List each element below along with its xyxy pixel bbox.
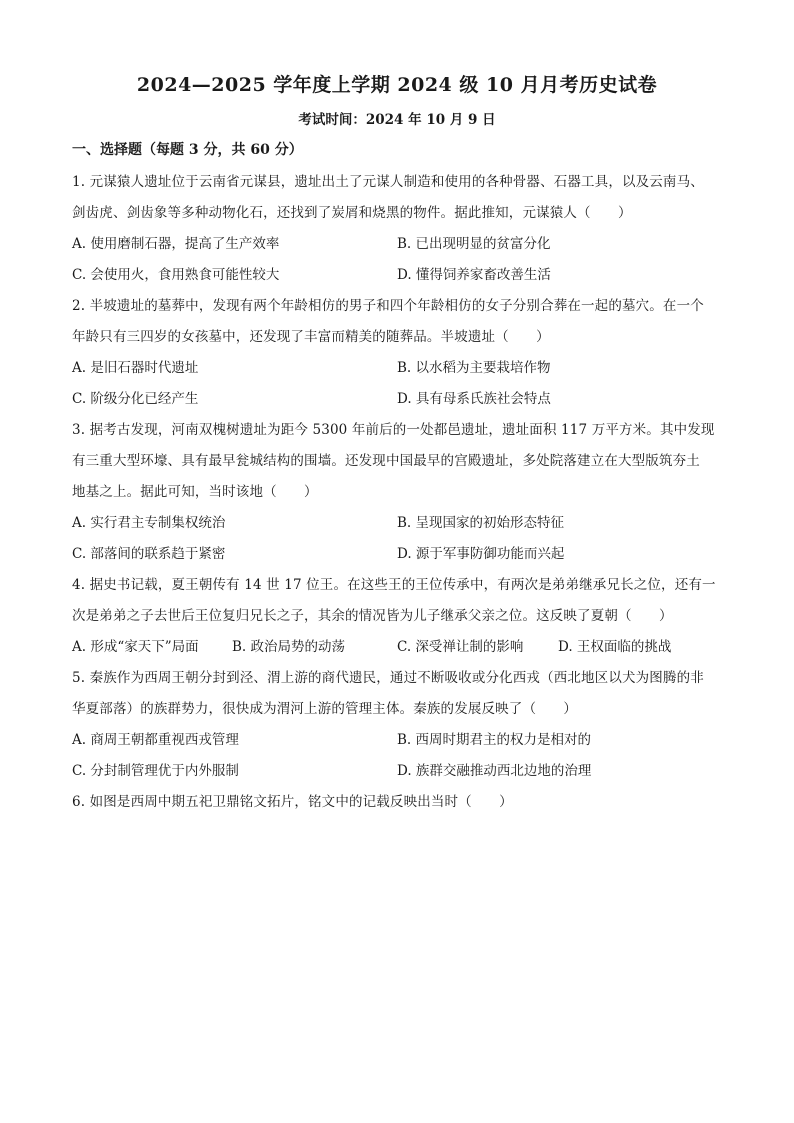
section-heading: 一、选择题（每题 3 分，共 60 分） [72,142,303,158]
option-b: B. 呈现国家的初始形态特征 [397,515,565,531]
question-stem-line: 有三重大型环壕、具有最早瓮城结构的围墙。还发现中国最早的宫殿遗址，多处院落建立在大型版筑夯土 [72,453,700,469]
option-d: D. 具有母系氏族社会特点 [397,391,551,407]
option-row [72,756,724,787]
option-row [72,632,724,663]
question-list [72,167,724,818]
question-2 [72,291,724,415]
option-a: A. 实行君主专制集权统治 [72,515,226,531]
option-b: B. 已出现明显的贫富分化 [397,236,551,252]
option-c: C. 阶级分化已经产生 [72,391,199,407]
option-row [72,384,724,415]
option-a: A. 使用磨制石器，提高了生产效率 [72,236,280,252]
question-stem-line: 6. 如图是西周中期五祀卫鼎铭文拓片，铭文中的记载反映出当时（ ） [72,794,513,810]
question-stem-line: 1. 元谋猿人遗址位于云南省元谋县，遗址出土了元谋人制造和使用的各种骨器、石器工具，以及云南马、 [72,174,704,190]
question-stem-line: 地基之上。据此可知，当时该地（ ） [72,484,318,500]
option-c: C. 部落间的联系趋于紧密 [72,546,226,562]
question-stem-line: 4. 据史书记载，夏王朝传有 14 世 17 位王。在这些王的王位传承中，有两次是弟弟继承兄长之位，还有一 [72,577,716,593]
exam-time: 考试时间：2024 年 10 月 9 日 [298,112,496,128]
option-row [72,260,724,291]
question-stem-line: 华夏部落）的族群势力，很快成为渭河上游的管理主体。秦族的发展反映了（ ） [72,701,578,717]
option-d: D. 族群交融推动西北边地的治理 [397,763,592,779]
exam-title: 2024—2025 学年度上学期 2024 级 10 月月考历史试卷 [136,74,658,96]
option-d: D. 王权面临的挑战 [558,639,672,655]
option-a: A. 是旧石器时代遗址 [72,360,199,376]
question-3 [72,415,724,570]
question-4 [72,570,724,663]
question-stem-line: 剑齿虎、剑齿象等多种动物化石，还找到了炭屑和烧黑的物件。据此推知，元谋猿人（ ） [72,205,632,221]
option-row [72,508,724,539]
option-a: A. 商周王朝都重视西戎管理 [72,732,239,748]
option-row [72,539,724,570]
option-b: B. 西周时期君主的权力是相对的 [397,732,592,748]
question-1 [72,167,724,291]
option-a: A. 形成“家天下”局面 [72,639,199,655]
option-row [72,353,724,384]
question-stem-line: 年龄只有三四岁的女孩墓中，还发现了丰富而精美的随葬品。半坡遗址（ ） [72,329,550,345]
option-row [72,725,724,756]
question-5 [72,663,724,787]
question-6 [72,787,724,818]
option-b: B. 以水稻为主要栽培作物 [397,360,551,376]
option-c: C. 会使用火，食用熟食可能性较大 [72,267,280,283]
question-stem-line: 2. 半坡遗址的墓葬中，发现有两个年龄相仿的男子和四个年龄相仿的女子分别合葬在一起的墓穴。在一个 [72,298,704,314]
question-stem-line: 次是弟弟之子去世后王位复归兄长之子，其余的情况皆为儿子继承父亲之位。这反映了夏朝（ ） [72,608,673,624]
question-stem-line: 3. 据考古发现，河南双槐树遗址为距今 5300 年前后的一处都邑遗址，遗址面积 117 万平方米。其中发现 [72,422,715,438]
option-c: C. 分封制管理优于内外服制 [72,763,239,779]
question-stem-line: 5. 秦族作为西周王朝分封到泾、渭上游的商代遗民，通过不断吸收或分化西戎（西北地区以犬为图腾的非 [72,670,704,686]
option-d: D. 源于军事防御功能而兴起 [397,546,565,562]
option-c: C. 深受禅让制的影响 [397,639,524,655]
option-d: D. 懂得饲养家畜改善生活 [397,267,551,283]
option-b: B. 政治局势的动荡 [232,639,346,655]
option-row [72,229,724,260]
